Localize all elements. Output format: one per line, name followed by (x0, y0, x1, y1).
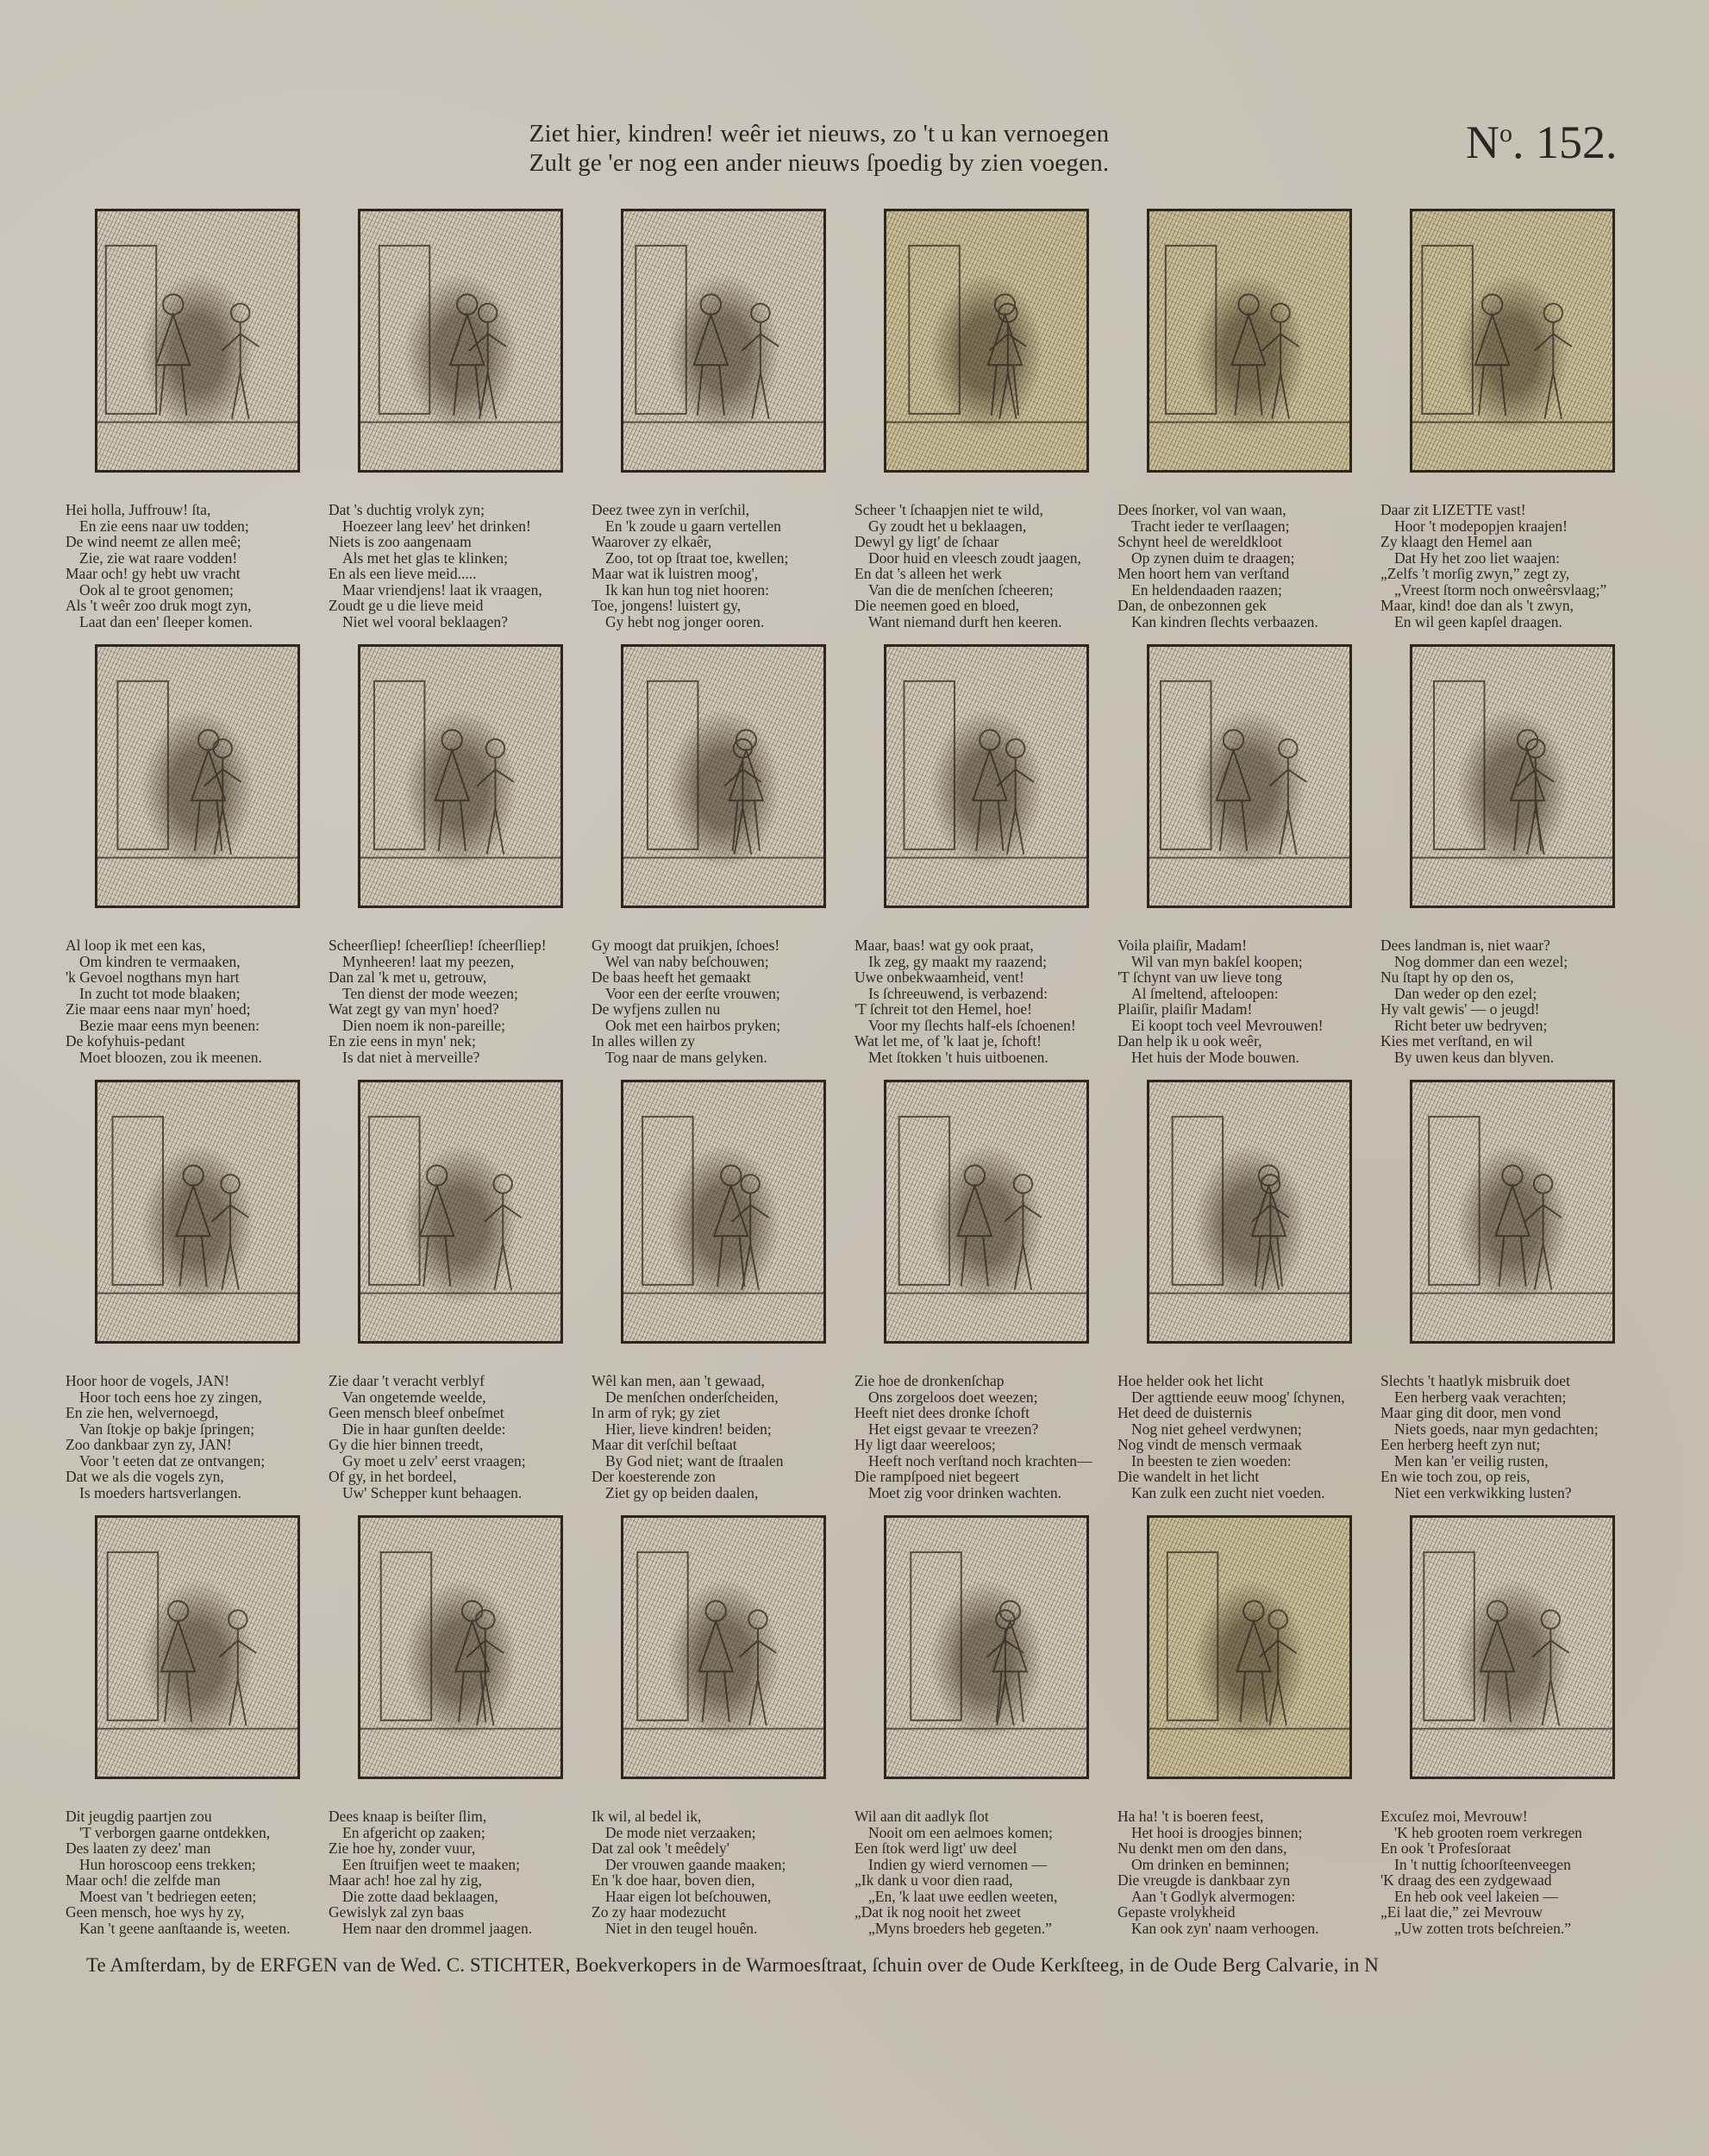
verse-line: Ik kan hun tog niet hooren: (605, 580, 770, 599)
verse-line: „Ik dank u voor dien raad, (854, 1871, 1013, 1889)
verse-line: In 't nuttig ſchoorſteenveegen (1394, 1855, 1571, 1873)
woodcut-illustration (358, 209, 563, 473)
verse (66, 1373, 324, 1501)
verse-line: Haar eigen lot beſchouwen, (605, 1887, 772, 1905)
verse-line: „En, 'k laat uwe eedlen weeten, (868, 1887, 1058, 1905)
verse-line: Nog dommer dan een wezel; (1394, 952, 1568, 970)
verse-line: Nu ſtapt hy op den os, (1380, 968, 1514, 986)
woodcut-figures-icon (1149, 647, 1349, 906)
verse-line: En dat 's alleen het werk (854, 565, 1002, 582)
verse-line: Wêl kan men, aan 't gewaad, (592, 1372, 765, 1389)
verse-line: Hy valt gewis' — o jeugd! (1380, 1000, 1540, 1018)
verse-line: De wind neemt ze allen meê; (66, 533, 241, 550)
verse-line: Des laaten zy deez' man (66, 1839, 211, 1857)
verse-line: Nog vindt de mensch vermaak (1117, 1436, 1302, 1453)
verse-line: Een ſtok werd ligt' uw deel (854, 1839, 1017, 1857)
verse-line: Die neemen goed en bloed, (854, 597, 1019, 614)
print-panel (593, 209, 856, 644)
verse-line: Geen mensch, hoe wys hy zy, (66, 1903, 245, 1921)
woodcut-illustration (621, 1515, 826, 1779)
verse-line: Scheerſliep! ſcheerſliep! ſcheerſliep! (329, 937, 547, 954)
verse-line: Ha ha! 't is boeren feest, (1117, 1808, 1264, 1825)
verse-line: Van ſtokje op bakje ſpringen; (79, 1420, 255, 1438)
verse-line: Kan 't geene aanſtaande is, weeten. (79, 1919, 291, 1937)
verse-line: Tracht ieder te verſlaagen; (1131, 517, 1290, 535)
verse-line: Dat zal ook 't meêdely' (592, 1839, 729, 1857)
verse-line: Niet in den teugel houên. (605, 1919, 758, 1937)
verse-line: Richt beter uw bedryven; (1394, 1016, 1548, 1034)
print-panel (67, 209, 330, 644)
verse-line: Zie, zie wat raare vodden! (79, 548, 238, 567)
title-line-2: Zult ge 'er nog een ander nieuws ſpoedig by zien voegen. (529, 149, 1110, 177)
verse-line: Kies met verſtand, en wil (1380, 1032, 1533, 1050)
print-panel (1119, 1080, 1382, 1515)
woodcut-figures-icon (1149, 1518, 1349, 1777)
verse-line: Gy moogt dat pruikjen, ſchoes! (592, 937, 780, 954)
verse-line: Al ſmeltend, afteloopen: (1131, 984, 1279, 1002)
woodcut-figures-icon (623, 211, 823, 470)
verse-line: Moet bloozen, zou ik meenen. (79, 1048, 262, 1066)
woodcut-illustration (1410, 644, 1615, 908)
woodcut-figures-icon (360, 211, 560, 470)
verse-line: Dewyl gy ligt' de ſchaar (854, 533, 999, 550)
verse-line: Die rampſpoed niet begeert (854, 1468, 1019, 1485)
verse (1117, 937, 1376, 1065)
verse-line: Ik wil, al bedel ik, (592, 1808, 702, 1825)
verse-line: Waarover zy elkaêr, (592, 533, 712, 550)
verse-line: Dat 's duchtig vrolyk zyn; (329, 501, 485, 518)
verse (1117, 1373, 1376, 1501)
verse-line: Bezie maar eens myn beenen: (79, 1016, 260, 1034)
print-panel (1119, 644, 1382, 1080)
woodcut-figures-icon (1412, 1518, 1612, 1777)
verse-line: Het deed de duisternis (1117, 1404, 1252, 1421)
verse-line: Niets is zoo aangenaam (329, 533, 472, 550)
woodcut-illustration (884, 644, 1089, 908)
woodcut-figures-icon (886, 647, 1086, 906)
verse-line: Nu denkt men om den dans, (1117, 1839, 1287, 1857)
verse-line: Kan ook zyn' naam verhoogen. (1131, 1919, 1319, 1937)
verse-line: Gepaste vrolykheid (1117, 1903, 1236, 1921)
number-value: . 152. (1512, 116, 1618, 168)
print-panel (67, 644, 330, 1080)
verse-line: Niet wel vooral beklaagen? (342, 612, 508, 630)
verse (592, 937, 850, 1065)
verse-line: Heeft noch verſtand noch krachten— (868, 1451, 1092, 1470)
print-panel (330, 1080, 593, 1515)
woodcut-illustration (1410, 1080, 1615, 1344)
woodcut-illustration (95, 1515, 300, 1779)
verse-line: Het eigst gevaar te vreezen? (868, 1420, 1039, 1438)
verse-line: Dees knaap is beiſter ſlim, (329, 1808, 487, 1825)
verse-line: „Vreest ſtorm noch onweêrsvlaag;” (1394, 580, 1607, 599)
verse-line: „Ei laat die,” zei Mevrouw (1380, 1903, 1543, 1921)
woodcut-figures-icon (1412, 1082, 1612, 1341)
woodcut-figures-icon (360, 647, 560, 906)
woodcut-illustration (1147, 1080, 1352, 1344)
verse-line: Hoe helder ook het licht (1117, 1372, 1264, 1389)
verse-line: Maar wat ik luistren moog', (592, 565, 759, 582)
woodcut-illustration (95, 644, 300, 908)
print-panel (1119, 1515, 1382, 1951)
verse-line: Wat zegt gy van myn' hoed? (329, 1000, 499, 1018)
verse-line: Maar, kind! doe dan als 't zwyn, (1380, 597, 1574, 614)
verse-line: En zie eens naar uw todden; (79, 517, 249, 535)
print-panel (1382, 1515, 1645, 1951)
verse-line: En 'k doe haar, boven dien, (592, 1871, 755, 1889)
verse (329, 502, 587, 630)
woodcut-illustration (621, 209, 826, 473)
verse-line: Wat let me, of 'k laat je, ſchoft! (854, 1032, 1042, 1050)
verse-line: Dan zal 'k met u, getrouw, (329, 968, 487, 986)
verse-line: Van ongetemde weelde, (342, 1388, 486, 1406)
verse-line: Dan weder op den ezel; (1394, 984, 1537, 1002)
verse-line: Een ſtruifjen weet te maaken; (342, 1855, 521, 1873)
print-panel (67, 1080, 330, 1515)
verse-line: Deez twee zyn in verſchil, (592, 501, 750, 518)
verse-line: Der vrouwen gaande maaken; (605, 1855, 786, 1873)
woodcut-illustration (95, 209, 300, 473)
woodcut-figures-icon (886, 1518, 1086, 1777)
verse-line: Heeft niet dees dronke ſchoft (854, 1404, 1030, 1421)
woodcut-illustration (1147, 644, 1352, 908)
woodcut-figures-icon (360, 1518, 560, 1777)
verse-line: En als een lieve meid..... (329, 565, 477, 582)
verse-line: Voila plaiſir, Madam! (1117, 937, 1248, 954)
verse-line: Op zynen duim te draagen; (1131, 548, 1295, 567)
verse-line: Niet een verkwikking lusten? (1394, 1483, 1572, 1501)
verse-line: Slechts 't haatlyk misbruik doet (1380, 1372, 1570, 1389)
verse-line: Hoor 't modepopjen kraajen! (1394, 517, 1568, 535)
verse-line: Hier, lieve kindren! beiden; (605, 1420, 772, 1438)
verse-line: Kan kindren ſlechts verbaazen. (1131, 612, 1318, 630)
verse-line: 'T ſchreit tot den Hemel, hoe! (854, 1000, 1032, 1018)
verse-line: Nog niet geheel verdwynen; (1131, 1420, 1302, 1438)
verse-line: 'T verborgen gaarne ontdekken, (79, 1823, 271, 1841)
print-panel (856, 644, 1119, 1080)
verse (66, 1808, 324, 1936)
verse-line: 'K heb grooten roem verkregen (1394, 1823, 1582, 1841)
verse-line: En 'k zoude u gaarn vertellen (605, 517, 781, 535)
verse-line: Hoor toch eens hoe zy zingen, (79, 1388, 262, 1406)
verse-line: By God niet; want de ſtraalen (605, 1451, 784, 1470)
woodcut-illustration (884, 1080, 1089, 1344)
woodcut-illustration (621, 644, 826, 908)
verse-line: Maar och! die zelfde man (66, 1871, 221, 1889)
verse-line: Zoo dankbaar zyn zy, JAN! (66, 1436, 232, 1453)
woodcut-illustration (1410, 209, 1615, 473)
verse-line: Indien gy wierd vernomen — (868, 1855, 1048, 1873)
verse-line: Zie hoe hy, zonder vuur, (329, 1839, 476, 1857)
verse-line: Maar, baas! wat gy ook praat, (854, 937, 1034, 954)
verse-line: Hoor hoor de vogels, JAN! (66, 1372, 230, 1389)
verse-line: Dees landman is, niet waar? (1380, 937, 1550, 954)
woodcut-illustration (1147, 209, 1352, 473)
print-panel (856, 1080, 1119, 1515)
verse (854, 937, 1113, 1065)
verse-line: En zie eens in myn' nek; (329, 1032, 476, 1050)
verse-line: Ziet gy op beiden daalen, (605, 1483, 759, 1501)
verse-line: Want niemand durft hen keeren. (868, 612, 1062, 630)
verse-line: Plaiſir, plaiſir Madam! (1117, 1000, 1253, 1018)
verse-line: En afgericht op zaaken; (342, 1823, 485, 1841)
verse-line: Hoezeer lang leev' het drinken! (342, 517, 531, 535)
verse-line: By uwen keus dan blyven. (1394, 1048, 1555, 1066)
verse-line: „Dat ik nog nooit het zweet (854, 1903, 1021, 1921)
verse-line: Voor een der eerſte vrouwen; (605, 984, 780, 1002)
verse-line: Gy hebt nog jonger ooren. (605, 612, 765, 630)
verse-line: Moet zig voor drinken wachten. (868, 1483, 1062, 1501)
verse (329, 1373, 587, 1501)
print-panel (1382, 1080, 1645, 1515)
verse-line: Maar ging dit door, men vond (1380, 1404, 1562, 1421)
verse-line: Is dat niet à merveille? (342, 1048, 480, 1066)
woodcut-illustration (358, 1515, 563, 1779)
verse-line: Dien noem ik non-pareille; (342, 1016, 506, 1034)
verse-line: Excuſez moi, Mevrouw! (1380, 1808, 1528, 1825)
woodcut-figures-icon (623, 1518, 823, 1777)
verse-line: De baas heeft het gemaakt (592, 968, 751, 986)
verse (854, 1373, 1113, 1501)
print-panel (593, 1515, 856, 1951)
verse-line: Hy ligt daar weereloos; (854, 1436, 996, 1453)
woodcut-figures-icon (1149, 1082, 1349, 1341)
verse (1380, 1373, 1639, 1501)
title-line-1: Ziet hier, kindren! weêr iet nieuws, zo 't u kan vernoegen (529, 120, 1110, 147)
verse-line: De wyfjens zullen nu (592, 1000, 721, 1018)
print-grid (67, 209, 1645, 1951)
woodcut-figures-icon (1412, 211, 1612, 470)
verse-line: Maar och! gy hebt uw vracht (66, 565, 241, 582)
verse-line: Die in haar gunſten deelde: (342, 1420, 506, 1438)
verse-line: Zie daar 't veracht verblyf (329, 1372, 485, 1389)
verse (329, 937, 587, 1065)
verse-line: Hun horoscoop eens trekken; (79, 1855, 256, 1873)
verse-line: Het huis der Mode bouwen. (1131, 1048, 1299, 1066)
verse-line: Die zotte daad beklaagen, (342, 1887, 498, 1905)
verse-line: Maar vriendjens! laat ik vraagen, (342, 580, 542, 599)
verse-line: Daar zit LIZETTE vast! (1380, 501, 1526, 518)
verse-line: Om drinken en beminnen; (1131, 1855, 1290, 1873)
verse-line: Zy klaagt den Hemel aan (1380, 533, 1532, 550)
verse (66, 937, 324, 1065)
verse-line: Uw' Schepper kunt behaagen. (342, 1483, 523, 1501)
print-panel (593, 644, 856, 1080)
woodcut-figures-icon (97, 1082, 297, 1341)
verse-line: „Zelfs 't morſig zwyn,” zegt zy, (1380, 565, 1570, 582)
verse-line: In arm of ryk; gy ziet (592, 1404, 721, 1421)
print-panel (856, 1515, 1119, 1951)
verse-line: Gy moet u zelv' eerst vraagen; (342, 1451, 526, 1470)
verse (854, 1808, 1113, 1936)
verse-line: Van die de menſchen ſcheeren; (868, 580, 1054, 599)
number-sup: o (1499, 119, 1512, 147)
woodcut-figures-icon (360, 1082, 560, 1341)
verse-line: Ten dienst der mode weezen; (342, 984, 518, 1002)
verse-line: Wil aan dit aadlyk ſlot (854, 1808, 989, 1825)
verse (592, 502, 850, 630)
verse-line: Een herberg vaak verachten; (1394, 1388, 1567, 1406)
woodcut-figures-icon (1149, 211, 1349, 470)
verse-line: Ons zorgeloos doet weezen; (868, 1388, 1038, 1406)
woodcut-figures-icon (97, 211, 297, 470)
print-panel (1382, 644, 1645, 1080)
verse (1117, 1808, 1376, 1936)
verse-line: Toe, jongens! luistert gy, (592, 597, 742, 614)
woodcut-illustration (358, 644, 563, 908)
woodcut-figures-icon (623, 647, 823, 906)
verse-line: Aan 't Godlyk alvermogen: (1131, 1887, 1296, 1905)
verse-line: Om kindren te vermaaken, (79, 952, 241, 970)
verse-line: Geen mensch bleef onbeſmet (329, 1404, 504, 1421)
verse-line: Schynt heel de wereldkloot (1117, 533, 1282, 550)
verse-line: Zoudt ge u die lieve meid (329, 597, 484, 614)
verse (1380, 502, 1639, 630)
woodcut-illustration (621, 1080, 826, 1344)
verse-line: Al loop ik met een kas, (66, 937, 206, 954)
verse (1117, 502, 1376, 630)
woodcut-illustration (358, 1080, 563, 1344)
print-panel (330, 209, 593, 644)
verse-line: Der koesterende zon (592, 1468, 716, 1485)
verse-line: Gy die hier binnen treedt, (329, 1436, 484, 1453)
verse-line: Wil van myn bakſel koopen; (1131, 952, 1303, 970)
verse-line: Dit jeugdig paartjen zou (66, 1808, 212, 1825)
verse-line: Ei koopt toch veel Mevrouwen! (1131, 1016, 1324, 1034)
verse-line: „Uw zotten trots beſchreien.” (1394, 1919, 1572, 1937)
verse-line: Zie maar eens naar myn' hoed; (66, 1000, 251, 1018)
verse-line: Dees ſnorker, vol van waan, (1117, 501, 1286, 518)
woodcut-figures-icon (886, 211, 1086, 470)
verse-line: En zie hen, welvernoegd, (66, 1404, 219, 1421)
verse-line: Die vreugde is dankbaar zyn (1117, 1871, 1291, 1889)
verse-line: Gy zoudt het u beklaagen, (868, 517, 1027, 535)
verse-line: Is ſchreeuwend, is verbazend: (868, 984, 1048, 1002)
verse-line: Als 't weêr zoo druk mogt zyn, (66, 597, 252, 614)
sheet-title (0, 119, 1638, 178)
woodcut-figures-icon (886, 1082, 1086, 1341)
verse (592, 1808, 850, 1936)
woodcut-figures-icon (97, 1518, 297, 1777)
verse-line: Zoo, tot op ſtraat toe, kwellen; (605, 548, 789, 567)
verse (329, 1808, 587, 1936)
verse-line: 'k Gevoel nogthans myn hart (66, 968, 240, 986)
verse-line: Hei holla, Juffrouw! ſta, (66, 501, 211, 518)
verse-line: Ik zeg, gy maakt my raazend; (868, 952, 1047, 970)
print-panel (1119, 209, 1382, 644)
verse-line: En heb ook veel lakeien — (1394, 1887, 1559, 1905)
verse-line: Ook al te groot genomen; (79, 580, 234, 599)
verse-line: En wil geen kapſel draagen. (1394, 612, 1562, 630)
verse-line: Dat Hy het zoo liet waajen: (1394, 548, 1560, 567)
verse-line: Kan zulk een zucht niet voeden. (1131, 1483, 1325, 1501)
verse-line: Door huid en vleesch zoudt jaagen, (868, 548, 1081, 567)
woodcut-figures-icon (1412, 647, 1612, 906)
verse-line: Het hooi is droogjes binnen; (1131, 1823, 1303, 1841)
woodcut-illustration (884, 1515, 1089, 1779)
verse-line: Voor 't eeten dat ze ontvangen; (79, 1451, 266, 1470)
verse (1380, 937, 1639, 1065)
print-panel (330, 644, 593, 1080)
verse-line: Wel van naby beſchouwen; (605, 952, 769, 970)
verse-line: Tog naar de mans gelyken. (605, 1048, 767, 1066)
verse (1380, 1808, 1639, 1936)
verse-line: En wie toch zou, op reis, (1380, 1468, 1531, 1485)
verse-line: Voor my ſlechts half-els ſchoenen! (868, 1016, 1076, 1034)
verse-line: Nooit om een aelmoes komen; (868, 1823, 1053, 1841)
verse-line: Scheer 't ſchaapjen niet te wild, (854, 501, 1043, 518)
woodcut-illustration (95, 1080, 300, 1344)
woodcut-illustration (884, 209, 1089, 473)
verse-line: Met ſtokken 't huis uitboenen. (868, 1048, 1049, 1066)
verse-line: Uwe onbekwaamheid, vent! (854, 968, 1024, 986)
verse-line: En heldendaaden raazen; (1131, 580, 1282, 599)
woodcut-figures-icon (623, 1082, 823, 1341)
verse-line: De kofyhuis-pedant (66, 1032, 185, 1050)
verse-line: Men hoort hem van verſtand (1117, 565, 1290, 582)
verse-line: En ook 't Profesſoraat (1380, 1839, 1512, 1857)
verse-line: 'K draag des een zydgewaad (1380, 1871, 1552, 1889)
print-panel (67, 1515, 330, 1951)
verse-line: Zo zy haar modezucht (592, 1903, 726, 1921)
verse-line: Men kan 'er veilig rusten, (1394, 1451, 1549, 1470)
verse-line: 'T ſchynt van uw lieve tong (1117, 968, 1282, 986)
verse-line: Moest van 't bedriegen eeten; (79, 1887, 257, 1905)
verse-line: Die wandelt in het licht (1117, 1468, 1260, 1485)
verse (592, 1373, 850, 1501)
verse-line: In alles willen zy (592, 1032, 696, 1050)
verse-line: Maar dit verſchil beſtaat (592, 1436, 737, 1453)
verse-line: De mode niet verzaaken; (605, 1823, 756, 1841)
verse-line: Zie hoe de dronkenſchap (854, 1372, 1005, 1389)
publisher-imprint: Te Amſterdam, by de ERFGEN van de Wed. C. STICHTER, Boekverkopers in de Warmoesſtraat, ſchuin over de Oude Kerkſteeg, in de Oude Berg Calvarie, in N (86, 1954, 1380, 1976)
verse (854, 502, 1113, 630)
verse-line: In zucht tot mode blaaken; (79, 984, 241, 1002)
sheet-number (1466, 116, 1618, 169)
verse-line: Ook met een hairbos pryken; (605, 1016, 781, 1034)
print-panel (593, 1080, 856, 1515)
verse-line: Gewislyk zal zyn baas (329, 1903, 464, 1921)
verse-line: Der agttiende eeuw moog' ſchynen, (1131, 1388, 1345, 1406)
woodcut-illustration (1410, 1515, 1615, 1779)
verse-line: Een herberg heeft zyn nut; (1380, 1436, 1541, 1453)
verse-line: Hem naar den drommel jaagen. (342, 1919, 533, 1937)
verse-line: Dan help ik u ook weêr, (1117, 1032, 1262, 1050)
print-panel (856, 209, 1119, 644)
verse-line: Is moeders hartsverlangen. (79, 1483, 242, 1501)
verse-line: Niets goeds, naar myn gedachten; (1394, 1420, 1599, 1438)
verse-line: Dan, de onbezonnen gek (1117, 597, 1267, 614)
verse-line: In beesten te zien woeden: (1131, 1451, 1292, 1470)
verse-line: Of gy, in het bordeel, (329, 1468, 457, 1485)
verse-line: Dat we als die vogels zyn, (66, 1468, 224, 1485)
verse (66, 502, 324, 630)
verse-line: „Myns broeders heb gegeten.” (868, 1919, 1052, 1937)
woodcut-figures-icon (97, 647, 297, 906)
verse-line: De menſchen onderſcheiden, (605, 1388, 779, 1406)
print-panel (1382, 209, 1645, 644)
verse-line: Laat dan een' ſleeper komen. (79, 612, 253, 630)
woodcut-illustration (1147, 1515, 1352, 1779)
verse-line: Maar ach! hoe zal hy zig, (329, 1871, 482, 1889)
print-panel (330, 1515, 593, 1951)
number-prefix: N (1466, 116, 1499, 168)
verse-line: Mynheeren! laat my peezen, (342, 952, 515, 970)
verse-line: Als met het glas te klinken; (342, 548, 508, 567)
